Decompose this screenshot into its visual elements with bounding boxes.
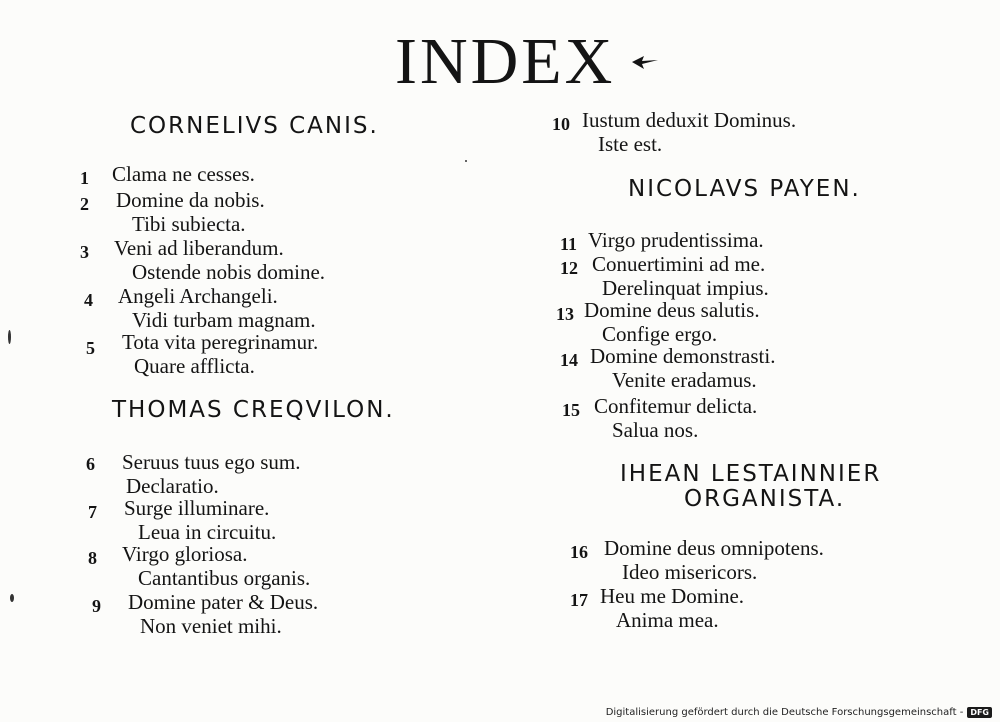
entry-title: Domine deus salutis. (584, 298, 760, 322)
fleuron-ornament (630, 52, 662, 72)
entry-subtitle: Tibi subiecta. (132, 212, 246, 236)
entry-number: 17 (570, 590, 588, 610)
entry-subtitle: Derelinquat impius. (602, 276, 769, 300)
entry-subtitle: Ostende nobis domine. (132, 260, 326, 284)
composer-heading-lestainnier: IHEAN LESTAINNIER (620, 461, 882, 487)
entry-title: Iustum deduxit Dominus. (582, 108, 797, 132)
entry-title: Confitemur delicta. (594, 394, 758, 418)
entry-title: Clama ne cesses. (112, 162, 255, 186)
entry-title: Conuertimini ad me. (592, 252, 766, 276)
entry-number: 1 (80, 168, 89, 188)
entry-title: Domine demonstrasti. (590, 344, 776, 368)
digitization-footer (606, 707, 992, 718)
scan-speck (465, 160, 467, 162)
entry-title: Domine da nobis. (116, 188, 265, 212)
entry-title: Veni ad liberandum. (114, 236, 284, 260)
entry-number: 12 (560, 258, 578, 278)
composer-heading-payen: NICOLAVS PAYEN. (628, 176, 861, 202)
entry-number: 2 (80, 194, 89, 214)
scan-speck (8, 330, 11, 344)
entry-number: 8 (88, 548, 97, 568)
scan-speck (10, 594, 14, 602)
entry-subtitle: Venite eradamus. (612, 368, 757, 392)
entry-number: 16 (570, 542, 588, 562)
entry-title: Heu me Domine. (600, 584, 745, 608)
entry-title: Domine pater & Deus. (128, 590, 319, 614)
entry-subtitle: Declaratio. (126, 474, 219, 498)
entry-title: Surge illuminare. (124, 496, 270, 520)
entry-subtitle: Salua nos. (612, 418, 699, 442)
entry-title: Virgo prudentissima. (588, 228, 764, 252)
entry-title: Domine deus omnipotens. (604, 536, 824, 560)
entry-subtitle: Confige ergo. (602, 322, 718, 346)
entry-subtitle: Non veniet mihi. (140, 614, 282, 638)
entry-subtitle: Quare afflicta. (134, 354, 255, 378)
page-title: INDEX (395, 25, 616, 98)
dfg-logo: DFG (967, 707, 992, 718)
entry-number: 14 (560, 350, 578, 370)
entry-title: Tota vita peregrinamur. (122, 330, 319, 354)
entry-title: Virgo gloriosa. (122, 542, 248, 566)
entry-subtitle: Cantantibus organis. (138, 566, 311, 590)
entry-number: 4 (84, 290, 93, 310)
entry-number: 11 (560, 234, 578, 254)
entry-subtitle: Vidi turbam magnam. (132, 308, 316, 332)
entry-subtitle: Anima mea. (616, 608, 719, 632)
entry-number: 10 (552, 114, 570, 134)
entry-number: 6 (86, 454, 95, 474)
entry-number: 7 (88, 502, 97, 522)
entry-number: 3 (80, 242, 89, 262)
entry-title: Angeli Archangeli. (118, 284, 278, 308)
entry-subtitle: Iste est. (598, 132, 663, 156)
entry-title: Seruus tuus ego sum. (122, 450, 301, 474)
footer-text: Digitalisierung gefördert durch die Deutsche Forschungsgemeinschaft - (605, 707, 964, 718)
entry-subtitle: Ideo misericors. (622, 560, 758, 584)
composer-heading-crequilon: THOMAS CREQVILON. (112, 397, 395, 423)
entry-subtitle: Leua in circuitu. (138, 520, 277, 544)
entry-number: 15 (562, 400, 580, 420)
entry-number: 5 (86, 338, 95, 358)
composer-heading-canis: CORNELIVS CANIS. (130, 113, 379, 139)
entry-number: 13 (556, 304, 574, 324)
composer-heading-organista: ORGANISTA. (684, 486, 846, 512)
entry-number: 9 (92, 596, 101, 616)
